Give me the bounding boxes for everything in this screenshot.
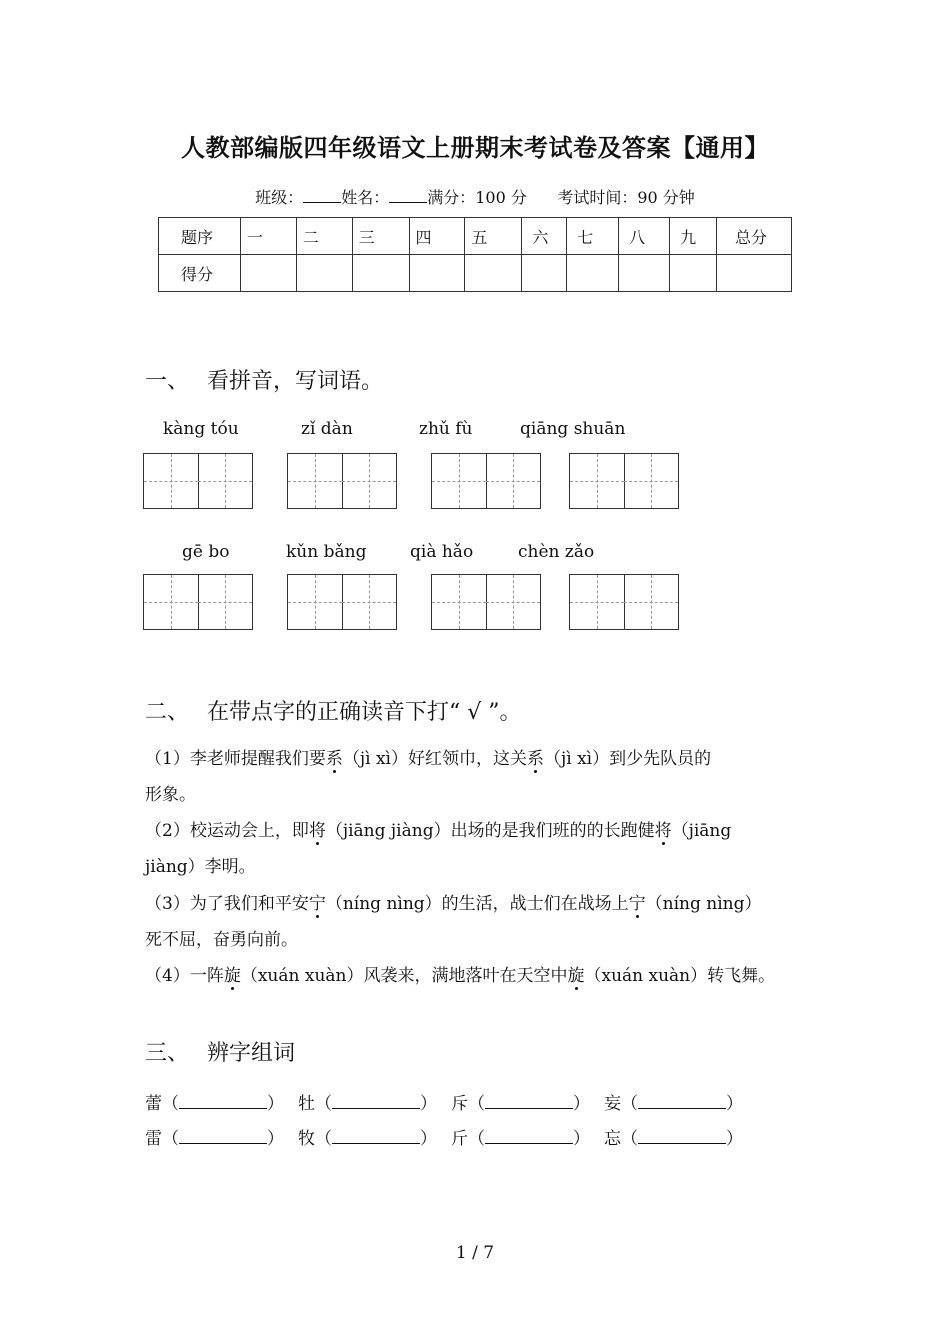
header-cell: 总分 — [717, 218, 792, 255]
header-cell: 一 — [240, 218, 296, 255]
question-1 — [145, 741, 825, 813]
section-2-heading — [145, 695, 522, 726]
name-blank[interactable] — [389, 188, 427, 203]
dotted-char: 宁 — [308, 894, 326, 914]
q3-options[interactable]: （níng nìng） — [645, 894, 762, 914]
score-cell[interactable] — [352, 255, 409, 292]
header-cell: 七 — [567, 218, 619, 255]
q4-text: （4）一阵 — [145, 966, 224, 986]
word-item: 牡（ ） — [298, 1094, 437, 1114]
pinyin-label: zǐ dàn — [301, 419, 353, 439]
row-label: 得分 — [159, 255, 241, 292]
score-table — [158, 217, 792, 292]
word-item: 牧（ ） — [298, 1129, 437, 1149]
header-cell: 三 — [352, 218, 409, 255]
dotted-char: 旋 — [223, 966, 241, 986]
word-group-row — [145, 1124, 757, 1149]
q2-continuation[interactable]: jiàng）李明。 — [145, 857, 256, 877]
q2-options[interactable]: （jiāng jiàng）出场的是我们班的的长跑健 — [325, 821, 655, 841]
writing-grid[interactable] — [287, 453, 397, 509]
writing-grid[interactable] — [287, 574, 397, 630]
header-cell: 六 — [522, 218, 567, 255]
section-1-heading — [145, 364, 383, 395]
answer-blank[interactable] — [485, 1094, 573, 1109]
dotted-char: 旋 — [567, 966, 585, 986]
q1-continuation: 形象。 — [145, 785, 196, 805]
class-blank[interactable] — [303, 188, 341, 203]
q2-text: （2）校运动会上，即 — [145, 821, 309, 841]
q2-options[interactable]: （jiāng — [671, 821, 732, 841]
dotted-char: 将 — [654, 821, 672, 841]
exam-info — [0, 185, 950, 208]
question-4 — [145, 958, 845, 994]
char: 蕾 — [145, 1094, 162, 1114]
score-cell[interactable] — [409, 255, 465, 292]
exam-time: 考试时间：90 分钟 — [557, 188, 695, 207]
header-cell: 四 — [409, 218, 465, 255]
header-cell: 九 — [670, 218, 717, 255]
dotted-char: 系 — [526, 749, 544, 769]
q1-text: （1）李老师提醒我们要 — [145, 749, 326, 769]
q3-text: （3）为了我们和平安 — [145, 894, 309, 914]
answer-blank[interactable] — [179, 1129, 267, 1144]
score-cell[interactable] — [717, 255, 792, 292]
score-cell[interactable] — [296, 255, 352, 292]
section-1-number: 一、 — [145, 369, 190, 394]
q4-options[interactable]: （xuán xuàn）转飞舞。 — [584, 966, 776, 986]
score-cell[interactable] — [670, 255, 717, 292]
answer-blank[interactable] — [332, 1094, 420, 1109]
q3-options[interactable]: （níng nìng）的生活，战士们在战场上 — [325, 894, 629, 914]
section-1-title: 看拼音，写词语。 — [207, 369, 384, 394]
q3-continuation: 死不屈，奋勇向前。 — [145, 930, 298, 950]
score-table-score-row — [159, 255, 792, 292]
answer-blank[interactable] — [332, 1129, 420, 1144]
header-cell: 题序 — [159, 218, 241, 255]
score-cell[interactable] — [619, 255, 670, 292]
score-cell[interactable] — [465, 255, 522, 292]
section-2-number: 二、 — [145, 700, 190, 725]
section-3-title: 辨字组词 — [207, 1041, 296, 1066]
pinyin-label: qiāng shuān — [520, 419, 626, 439]
char: 牡 — [298, 1094, 315, 1114]
answer-blank[interactable] — [638, 1129, 726, 1144]
header-cell: 五 — [465, 218, 522, 255]
word-item: 妄（ ） — [604, 1094, 743, 1114]
word-item: 忘（ ） — [604, 1129, 743, 1149]
score-cell[interactable] — [567, 255, 619, 292]
q1-options[interactable]: （jì xì）到少先队员的 — [543, 749, 712, 769]
dotted-char: 将 — [308, 821, 326, 841]
char: 雷 — [145, 1129, 162, 1149]
word-group-row — [145, 1089, 757, 1114]
class-label: 班级： — [255, 188, 304, 207]
full-score: 满分：100 分 — [427, 188, 527, 207]
pinyin-label: zhǔ fù — [419, 419, 473, 439]
char: 斤 — [451, 1129, 468, 1149]
header-cell: 二 — [296, 218, 352, 255]
section-3-number: 三、 — [145, 1041, 190, 1066]
word-item: 蕾（ ） — [145, 1094, 284, 1114]
writing-grid[interactable] — [431, 574, 541, 630]
q4-options[interactable]: （xuán xuàn）风袭来，满地落叶在天空中 — [240, 966, 568, 986]
question-3 — [145, 886, 835, 958]
name-label: 姓名： — [341, 188, 390, 207]
answer-blank[interactable] — [638, 1094, 726, 1109]
score-cell[interactable] — [240, 255, 296, 292]
word-item: 雷（ ） — [145, 1129, 284, 1149]
writing-grid[interactable] — [143, 453, 253, 509]
writing-grid[interactable] — [431, 453, 541, 509]
char: 牧 — [298, 1129, 315, 1149]
char: 忘 — [604, 1129, 621, 1149]
q1-options[interactable]: （jì xì）好红领巾，这关 — [342, 749, 527, 769]
char: 妄 — [604, 1094, 621, 1114]
pinyin-label: gē bo — [182, 542, 230, 562]
word-item: 斥（ ） — [451, 1094, 590, 1114]
word-item: 斤（ ） — [451, 1129, 590, 1149]
pinyin-label: chèn zǎo — [518, 542, 595, 562]
dotted-char: 宁 — [628, 894, 646, 914]
score-cell[interactable] — [522, 255, 567, 292]
section-3-heading — [145, 1036, 295, 1067]
writing-grid[interactable] — [143, 574, 253, 630]
page-number: 1 / 7 — [455, 1243, 495, 1263]
writing-grid[interactable] — [569, 453, 679, 509]
pinyin-label: qià hǎo — [410, 542, 474, 562]
answer-blank[interactable] — [485, 1129, 573, 1144]
section-2-title: 在带点字的正确读音下打“ √ ”。 — [207, 700, 522, 725]
answer-blank[interactable] — [179, 1094, 267, 1109]
pinyin-label: kǔn bǎng — [286, 542, 367, 562]
dotted-char: 系 — [325, 749, 343, 769]
question-2 — [145, 813, 825, 885]
score-table-header-row — [159, 218, 792, 255]
writing-grid[interactable] — [569, 574, 679, 630]
char: 斥 — [451, 1094, 468, 1114]
header-cell: 八 — [619, 218, 670, 255]
page-title: 人教部编版四年级语文上册期末考试卷及答案【通用】 — [181, 133, 769, 162]
pinyin-label: kàng tóu — [163, 419, 239, 439]
